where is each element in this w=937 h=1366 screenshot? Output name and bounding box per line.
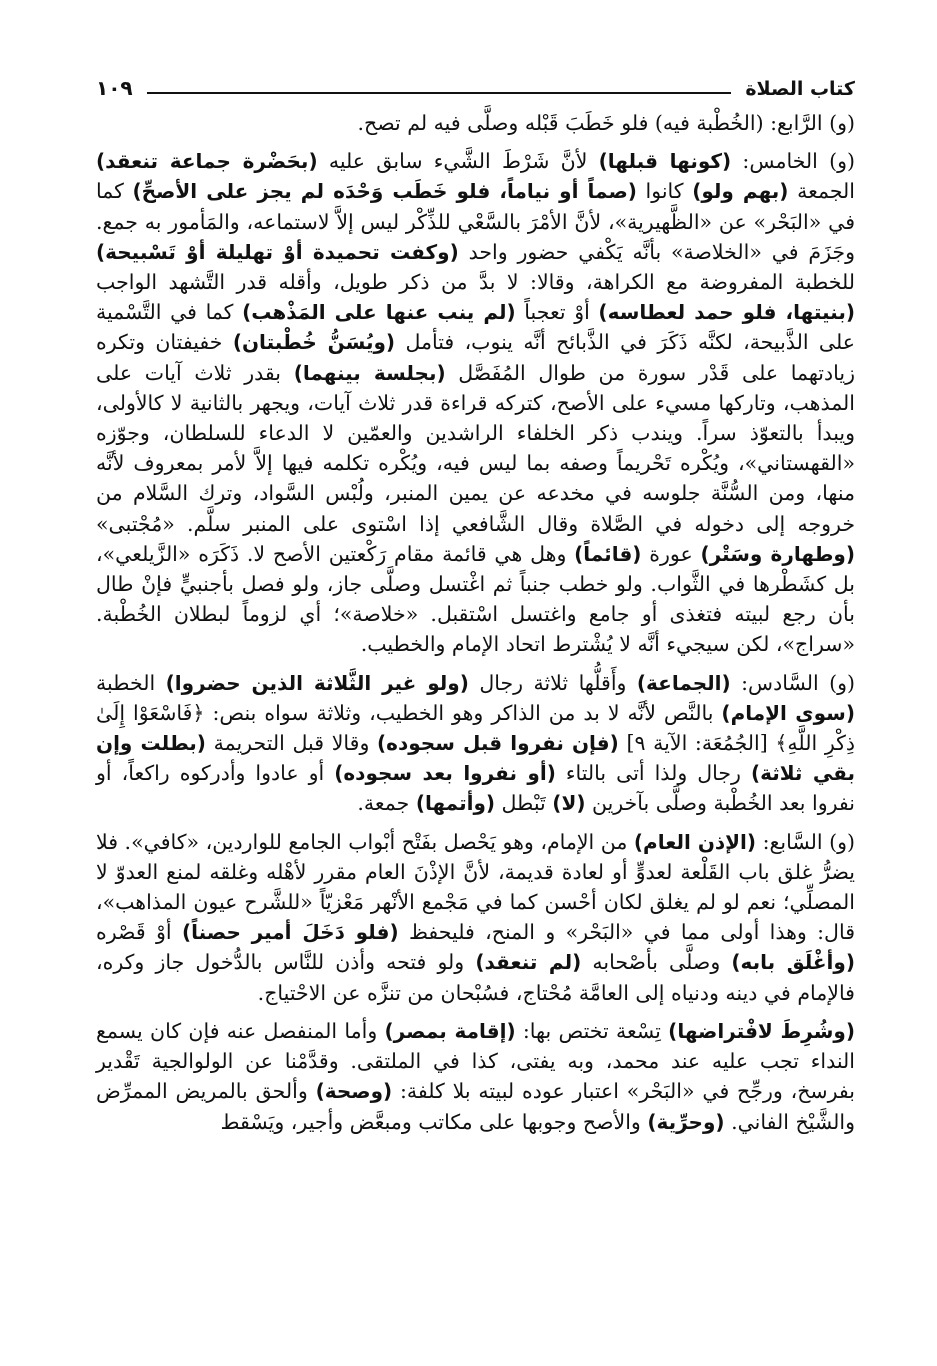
paragraph-p2 xyxy=(96,146,855,659)
bold-matn-text: (لم تنعقد) xyxy=(475,950,582,975)
bold-matn-text: (ولو غير الثَّلاثة الذين حضروا) xyxy=(165,670,469,695)
commentary-text: أو عادوا وأدركوه راكعاً، أو نفروا بعد الخُطْبة وصلَّى بآخرين xyxy=(96,761,855,816)
bold-matn-text: (أو نفروا بعد سجوده) xyxy=(334,761,556,786)
commentary-text: كما في التَّسْمية على الذَّبيحة، لكنَّه ذَكَرَ في الذَّبائح أنَّه ينوب، فتأمل xyxy=(96,300,856,355)
commentary-text: تِسْعة تختص بها: xyxy=(515,1018,669,1043)
bold-matn-text: (ويُسَنُّ خُطْبتان) xyxy=(232,330,396,355)
commentary-text: تَبْطل xyxy=(495,791,553,816)
commentary-text: أوْ قَصْره xyxy=(96,920,182,945)
commentary-text: وصلَّى بأصْحابه xyxy=(581,950,732,975)
commentary-text: والأصح وجوبها على مكاتب ومبعَّض وأجير، ويَسْقط xyxy=(220,1109,648,1134)
commentary-text: (و) السَّادس: xyxy=(730,670,856,695)
bold-matn-text: (لا) xyxy=(552,791,586,816)
commentary-text: وأما المنفصل عنه فإن كان يسمع النداء تجب عليه عند محمد، وبه يفتى، كذا في الملتقى. وقدَّمْنا عن الولوالجية تَقْدير بفرسخ، ورجِّح في «البَحْر» اعتبار عوده لبيته بلا كلفة: xyxy=(96,1018,856,1104)
bold-matn-text: (بنيتها، فلو حمد لعطاسه) xyxy=(598,300,856,325)
bold-matn-text: (بجلسة بينهما) xyxy=(293,360,446,385)
commentary-text: (و) الخامس: xyxy=(731,149,856,174)
bold-matn-text: (وكفت تحميدة أوْ تهليلة أوْ تَسْبيحة) xyxy=(96,239,459,264)
bold-matn-text: (صماً أو نياماً، فلو خَطَب وَحْدَه لم يجز على الأصحِّ) xyxy=(132,179,637,204)
commentary-text: وألحق بالمريض الممرِّض والشَّيْخ الفاني. xyxy=(96,1079,855,1134)
commentary-text: كما في «البَحْر» عن «الظَّهيرية»، لأنَّ الأمْرَ بالسَّعْي للذِّكْر ليس إلاَّ لاستماعه، والمَأمور به جمع. وجَزَمَ في «الخلاصة» بأنَّه يَكْفي حضور واحد xyxy=(96,179,855,264)
commentary-text: (و) السَّابع: xyxy=(756,829,855,854)
bold-matn-text: (فإن نفروا قبل سجوده) xyxy=(377,731,619,756)
commentary-text: بقدر ثلاث آيات على المذهب، وتاركها مسيء على الأصح، كتركه قراءة قدر ثلاث آيات، ويجهر بالثانية لا كالأولى، ويبدأ بالتعوّذ سراً. ويندب ذكر الخلفاء الراشدين والعمّين لا الدعاء للسلطان، وجوّزه «القهستاني»، ويُكْره تَحْريماً وصفه بما ليس فيه، ويُكْره تكلمه فيها إلاَّ لأمر بمعروف لأنَّه منها، ومن السُّنَّة جلوسه في مخدعه عن يمين المنبر، ولُبْس السَّواد، وترك السَّلام من خروجه إلى دخوله في الصَّلاة وقال الشَّافعي إذا اسْتوى على المنبر سلَّم. «مُجْتبى» xyxy=(96,360,855,536)
bold-matn-text: (وأغْلَق بابه) xyxy=(731,950,855,975)
commentary-text: وقالا قبل التحريمة xyxy=(205,731,378,756)
book-title: كتاب الصلاة xyxy=(745,78,855,100)
bold-matn-text: (لم ينب عنها على المَذْهب) xyxy=(242,300,516,325)
paragraph-p3 xyxy=(96,668,855,819)
bold-matn-text: (سوى الإمام) xyxy=(721,700,855,725)
bold-matn-text: (الجماعة) xyxy=(636,670,731,695)
commentary-text: بالنَّص لأنَّه لا بد من الذاكر وهو الخطيب، وثلاثة سواه بنص: ﴿فَاسْعَوْا إِلَىٰ ذِكْرِ اللَّهِ﴾ [الجُمُعَة: الآية ٩] xyxy=(96,700,856,756)
commentary-text: الجمعة xyxy=(788,179,855,204)
bold-matn-text: (بحَضْرة جماعة تنعقد) xyxy=(96,149,318,174)
bold-matn-text: (الإذن العام) xyxy=(633,829,757,854)
paragraph-p4 xyxy=(96,827,855,1008)
bold-matn-text: (إقامة بمصر) xyxy=(384,1018,516,1043)
paragraph-p5 xyxy=(96,1016,855,1137)
commentary-text: خفيفتان وتكره زيادتهما على قَدْر سورة من طوال المُفَصَّل xyxy=(96,330,855,385)
commentary-text: عورة xyxy=(641,541,701,566)
commentary-text: (و) الرَّابع: (الخُطْبة فيه) فلو خَطَبَ قَبْله وصلَّى فيه لم تصح. xyxy=(357,111,855,135)
bold-matn-text: (وطهارة وسَتْر) xyxy=(700,541,855,566)
body-text xyxy=(96,108,855,1137)
paragraph-p1 xyxy=(96,108,855,138)
bold-matn-text: (فلو دَخَلَ أمير حصناً) xyxy=(181,920,399,945)
commentary-text: كانوا xyxy=(636,179,693,204)
commentary-text: من الإمام، وهو يَحْصل بفَتْح أبْواب الجامع للواردين، «كافي». فلا يضرُّ غلق باب القَلْعة لعدوٍّ أو لعادة قديمة، لأنَّ الإذْنَ العام مقرر لأهْله وغلقه لمنع العدوّ لا المصلِّي؛ نعم لو لم يغلق لكان أحْسن كما في مَجْمع الأنْهر مَعْزيّاً «للشَّرح عيون المذاهب»، قال: وهذا أولى مما في «البَحْر» و المنح، فليحفظ xyxy=(96,829,855,945)
page-number: ١٠٩ xyxy=(96,76,133,100)
bold-matn-text: (كونها قبلها) xyxy=(598,149,732,174)
commentary-text: الخطبة xyxy=(96,670,166,695)
commentary-text: رجال ولذا أتى بالتاء xyxy=(555,761,751,786)
bold-matn-text: (وحرِّية) xyxy=(647,1109,725,1134)
bold-matn-text: (وصحة) xyxy=(315,1079,393,1104)
commentary-text: جمعة. xyxy=(357,791,416,816)
commentary-text: للخطبة المفروضة مع الكراهة، وقالا: لا بدَّ من ذكر طويل، وأقله قدر التَّشهد الواجب xyxy=(96,270,855,295)
header-rule xyxy=(147,92,732,94)
commentary-text: لأنَّ شَرْطَ الشَّيء سابق عليه xyxy=(317,149,599,174)
commentary-text: ولو فتحه وأذن للنَّاس بالدُّخول جاز وكره، فالإمام في دينه ودنياه إلى العامَّة مُحْتاج، فسُبْحان من تنزَّه عن الاحْتياج. xyxy=(96,950,855,1005)
bold-matn-text: (بهم ولو) xyxy=(692,179,789,204)
commentary-text: وهل هي قائمة مقام رَكْعتين الأصح لا. ذَكَرَه «الزَّيلعي»، بل كشَطْرها في الثَّواب. ولو خطب جنباً ثم اغْتسل وصلَّى جاز، ولو فصل بأجنبيٍّ فإنْ طال بأن رجع لبيته فتغذى أو جامع واغتسل اسْتقبل. «خلاصة»؛ أي لزوماً لبطلان الخُطْبة. «سراج»، لكن سيجيء أنَّه لا يُشْترط اتحاد الإمام والخطيب. xyxy=(96,541,855,657)
bold-matn-text: (بطلت وإن بقي ثلاثة) xyxy=(96,731,856,786)
commentary-text: أوْ تعجباً xyxy=(515,300,599,325)
bold-matn-text: (وشُرِطَ لافْتراضها) xyxy=(668,1018,855,1043)
bold-matn-text: (قائماً) xyxy=(574,541,642,566)
commentary-text: وأَقلُّها ثلاثة رجال xyxy=(468,670,637,695)
running-header xyxy=(96,60,855,100)
bold-matn-text: (وأتمها) xyxy=(415,791,496,816)
